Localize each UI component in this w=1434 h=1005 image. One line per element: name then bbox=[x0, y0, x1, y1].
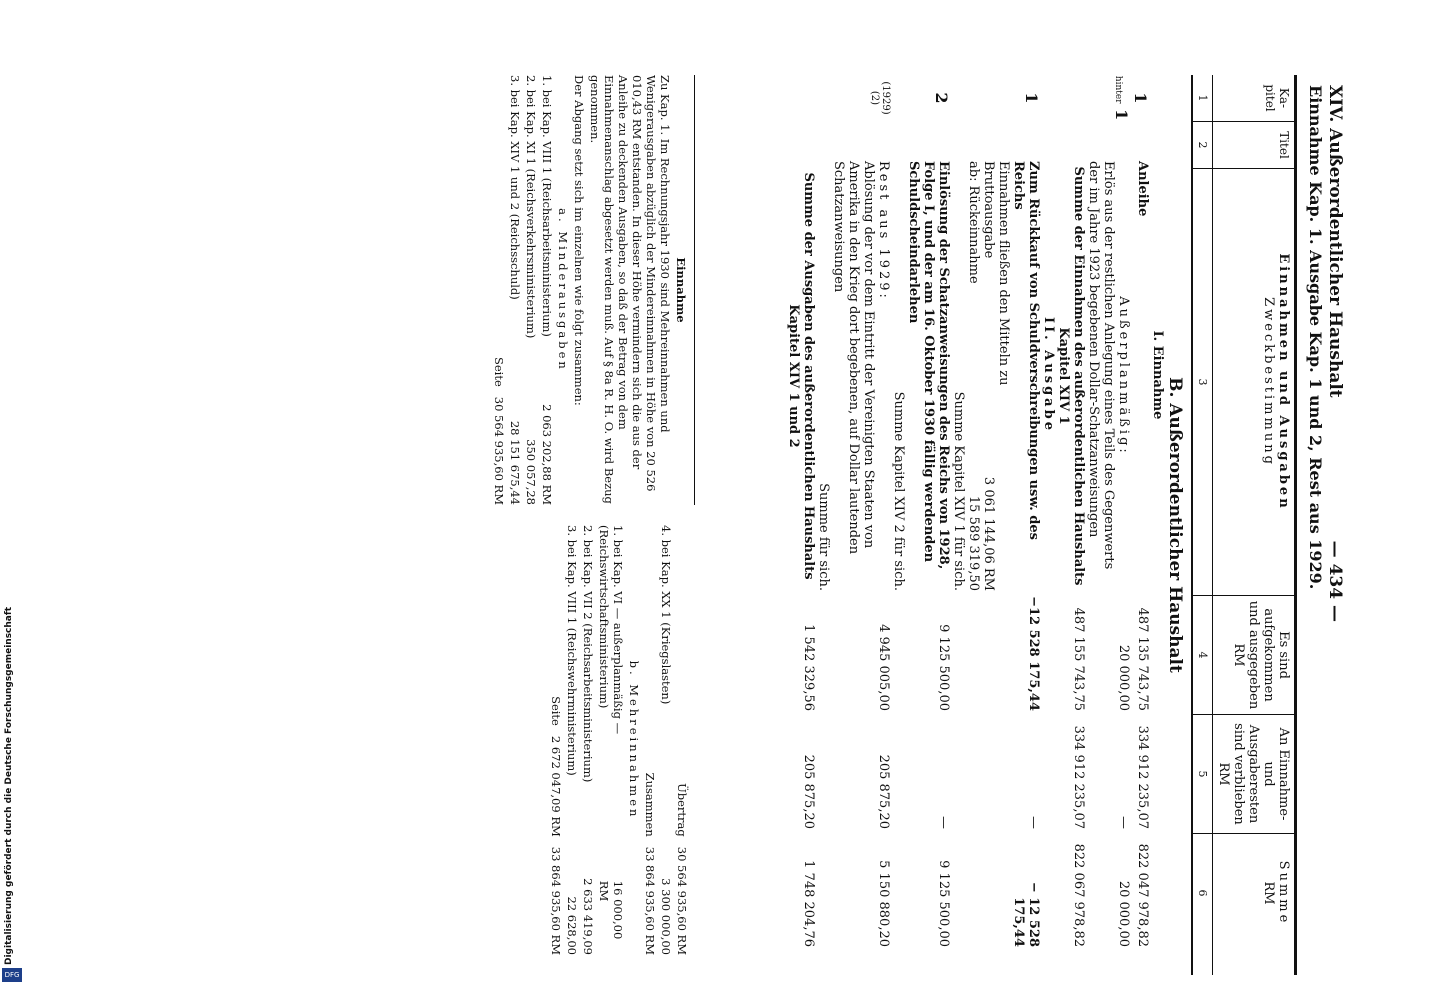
credit-text: Digitalisierung gefördert durch die Deutsche Forschungsgemeinschaft bbox=[4, 606, 14, 965]
col-num-3: 3 bbox=[1193, 169, 1212, 596]
notes-line bbox=[643, 525, 657, 955]
notes-total-value-2: 33 864 935,60 RM bbox=[549, 846, 563, 955]
notes-line bbox=[565, 525, 579, 955]
col-zweck-subtitle: Zweckbestimmung bbox=[1261, 297, 1276, 467]
row-v6: 822 047 978,82 bbox=[1135, 843, 1150, 947]
col-4 bbox=[1213, 596, 1294, 715]
notes-line-value: 2 063 202,88 RM bbox=[540, 404, 554, 505]
row-desc: Anleihe bbox=[1135, 161, 1150, 217]
notes-line-value: 350 057,28 bbox=[524, 439, 538, 505]
header-line bbox=[1325, 85, 1345, 965]
row-v5: — bbox=[936, 816, 951, 829]
notes-paragraph: Zu Kap. 1. Im Rechnungsjahr 1930 sind Mehreinnahmen und Wenigerausgaben abzüglich der Mindereinnahmen in Höhe von 20 526 010,43 RM entstanden. In dieser Höhe vermindern sich die aus der Anleihe zu deckenden Ausgaben, so daß der Betrag von dem Einnahmenanschlag abgesetzt werden muß. Auf § 8a R. H. O. wird Bezug genommen. bbox=[588, 75, 672, 504]
row-v6: 5 150 880,20 bbox=[876, 860, 891, 947]
table-row bbox=[951, 75, 1041, 975]
notes-line-label: 1. bei Kap. VI — außerplanmäßig — (Reichswirtschaftsministerium) bbox=[597, 525, 625, 735]
kapitel-number: 1 bbox=[1112, 109, 1131, 121]
notes-line-value: 33 864 935,60 RM bbox=[643, 846, 657, 955]
notes-paragraph: Der Abgang setzt sich im einzelnen wie folgt zusammen: bbox=[572, 75, 586, 406]
col-5-unit: RM bbox=[1216, 762, 1231, 786]
col-num-1: 1 bbox=[1193, 75, 1212, 122]
col-zweck-title: Einnahmen und Ausgaben bbox=[1276, 253, 1291, 511]
col-num-4: 4 bbox=[1193, 596, 1212, 715]
column-header-row bbox=[1212, 75, 1294, 975]
notes-total-value: 30 564 935,60 RM bbox=[492, 396, 506, 505]
notes-subheading: a. Minderausgaben bbox=[556, 208, 570, 372]
notes-line-label: Zusammen bbox=[643, 772, 657, 837]
row-desc bbox=[951, 161, 1041, 591]
ab-line bbox=[966, 161, 981, 591]
notes-line-label: 3. bei Kap. VIII 1 (Reichswehrministerium) bbox=[565, 525, 579, 776]
table-body bbox=[786, 75, 1185, 975]
notes-line bbox=[524, 75, 538, 505]
footnotes-left bbox=[490, 75, 695, 505]
notes-line bbox=[540, 75, 554, 505]
sum-desc: Summe der Einnahmen des außerordentlichen Haushalts Kapitel XIV 1 bbox=[1056, 166, 1086, 586]
row-kapitel: 1 bbox=[1131, 92, 1150, 104]
sum-v5: 205 875,20 bbox=[801, 754, 816, 829]
footnotes bbox=[490, 75, 695, 975]
row-v5: — bbox=[1116, 816, 1131, 829]
notes-line bbox=[597, 525, 625, 955]
notes-total bbox=[492, 75, 506, 505]
col-6-label: Summe bbox=[1276, 860, 1291, 926]
col-num-5: 5 bbox=[1193, 715, 1212, 834]
credit-text-wrap bbox=[4, 605, 16, 965]
row-text: Ablösung der vor dem Eintritt der Vereinigten Staaten von Amerika in den Krieg dort begebenen, auf Dollar lautenden Schatzanweisungen bbox=[831, 161, 876, 555]
notes-line-value: 22 628,00 bbox=[565, 896, 579, 955]
col-num-2: 2 bbox=[1193, 122, 1212, 169]
sum-v6: 1 748 204,76 bbox=[801, 860, 816, 947]
sum-desc: Summe der Ausgaben des außerordentlichen Haushalts Kapitel XIV 1 und 2 bbox=[786, 172, 816, 580]
col-5 bbox=[1213, 715, 1294, 834]
row-desc bbox=[1086, 161, 1131, 591]
row-kapitel bbox=[1086, 75, 1131, 121]
col-5-label: An Einnahme- und Ausgaberesten sind verblieben bbox=[1231, 723, 1291, 825]
row-sum-label: Summe Kapitel XIV 1 für sich. bbox=[951, 391, 966, 591]
col-6-unit: RM bbox=[1261, 881, 1276, 905]
notes-line-value: 2 633 419,09 bbox=[581, 878, 595, 955]
ab-label: ab: Rückeinnahme bbox=[966, 161, 981, 284]
col-num-6: 6 bbox=[1196, 889, 1209, 897]
document-page bbox=[15, 45, 1345, 1005]
notes-line-value: 16 000,00 RM bbox=[597, 880, 625, 940]
notes-line-value: 28 151 675,44 bbox=[508, 420, 522, 505]
sum-v4: 1 542 329,56 bbox=[801, 624, 816, 711]
ausgabe-heading: II. Ausgabe bbox=[1041, 317, 1056, 433]
row-title: Einlösung der Schatzanweisungen des Reichs von 1928, Folge I, und der am 16. Oktober 1930 fällig werdenden Schuldscheindarlehen bbox=[906, 161, 951, 570]
notes-total-value: 2 672 047,09 RM bbox=[549, 735, 563, 837]
notes-total-label: Seite bbox=[492, 356, 506, 387]
row-subheading: Außerplanmäßig: bbox=[1116, 296, 1131, 456]
row-v6: 9 125 500,00 bbox=[936, 860, 951, 947]
row-v4: 20 000,00 bbox=[1116, 644, 1131, 711]
notes-total bbox=[549, 525, 563, 955]
col-zweck bbox=[1213, 169, 1294, 596]
col-kapitel: Ka- pitel bbox=[1213, 75, 1294, 122]
notes-title: Einnahme bbox=[674, 257, 688, 323]
row-v5: 205 875,20 bbox=[876, 754, 891, 829]
notes-total-label: Seite bbox=[549, 696, 563, 726]
col-4-unit: RM bbox=[1231, 643, 1246, 667]
table-row bbox=[1086, 75, 1131, 975]
column-number-row bbox=[1193, 75, 1212, 975]
sum-v5: 334 912 235,07 bbox=[1071, 725, 1086, 829]
einnahme-heading: I. Einnahme bbox=[1150, 330, 1165, 420]
row-text: Erlös aus der restlichen Anlegung eines Teils des Gegenwerts der im Jahre 1923 begebenen Dollar-Schatzanweisungen bbox=[1086, 161, 1116, 570]
section-title: XIV. Außerordentlicher Haushalt bbox=[1325, 85, 1345, 398]
notes-line bbox=[508, 75, 522, 505]
row-v4: 9 125 500,00 bbox=[936, 624, 951, 711]
section-b-heading: B. Außerordentlicher Haushalt bbox=[1165, 377, 1185, 673]
col-4-label: Es sind aufgekommen und ausgegeben bbox=[1246, 600, 1291, 710]
col-6 bbox=[1213, 834, 1294, 952]
row-v6: 20 000,00 bbox=[1116, 880, 1131, 947]
notes-line-label: 3. bei Kap. XIV 1 und 2 (Reichsschuld) bbox=[508, 75, 522, 300]
ab-value: 15 589 319,50 bbox=[966, 495, 981, 591]
row-subheading: Rest aus 1929: bbox=[876, 161, 891, 301]
row-sum-label: Summe Kapitel XIV 2 für sich. bbox=[891, 391, 906, 591]
row-kapitel: (1929) (2) bbox=[869, 81, 891, 115]
row-desc bbox=[891, 161, 951, 591]
notes-line-label: 2. bei Kap. XI 1 (Reichsverkehrsministerium) bbox=[524, 75, 538, 339]
footnotes-right bbox=[490, 525, 695, 955]
credit-bar bbox=[2, 968, 20, 998]
row-sub: Einnahmen fließen den Mitteln zu bbox=[996, 161, 1011, 386]
page-number: — 434 — bbox=[1325, 540, 1345, 622]
notes-line-label: 4. bei Kap. XX 1 (Kriegslasten) bbox=[659, 525, 673, 705]
kapitel-prefix: hinter bbox=[1113, 75, 1123, 104]
table-row bbox=[1131, 75, 1150, 975]
notes-line bbox=[581, 525, 595, 955]
table-row bbox=[816, 75, 891, 975]
notes-line-label: 2. bei Kap. VII 2 (Reichsarbeitsministerium) bbox=[581, 525, 595, 783]
row-v4: 487 135 743,75 bbox=[1135, 607, 1150, 711]
row-v5: 334 912 235,07 bbox=[1135, 725, 1150, 829]
row-kapitel: 1 bbox=[1022, 92, 1041, 104]
notes-line bbox=[675, 525, 689, 955]
row-v4: −12 528 175,44 bbox=[1026, 596, 1041, 711]
notes-line-value: 3 300 000,00 bbox=[659, 878, 673, 955]
row-kapitel: 2 bbox=[932, 92, 951, 104]
row-desc bbox=[816, 161, 891, 591]
row-sum-label: Summe für sich. bbox=[816, 483, 831, 591]
notes-line-label: 1. bei Kap. VIII 1 (Reichsarbeitsministerium) bbox=[540, 75, 554, 337]
brutto-value: 3 061 144,06 RM bbox=[981, 476, 996, 591]
sum-v6: 822 067 978,82 bbox=[1071, 843, 1086, 947]
column-header-table bbox=[1191, 75, 1297, 975]
sum-row bbox=[786, 75, 816, 975]
row-v4: 4 945 005,00 bbox=[876, 624, 891, 711]
brutto-label: Bruttoausgabe bbox=[981, 161, 996, 259]
row-v6: − 12 528 175,44 bbox=[1011, 881, 1041, 947]
notes-line bbox=[659, 525, 673, 955]
table-row bbox=[891, 75, 951, 975]
row-title: Zum Rückkauf von Schuldverschreibungen usw. des Reichs bbox=[1011, 161, 1041, 540]
sum-row bbox=[1056, 75, 1086, 975]
notes-line-value: 30 564 935,60 RM bbox=[675, 846, 689, 955]
row-v5: — bbox=[1026, 816, 1041, 829]
notes-line-label: Übertrag bbox=[675, 783, 689, 837]
dfg-logo: DFG bbox=[2, 968, 22, 982]
col-titel: Titel bbox=[1213, 122, 1294, 169]
notes-subheading: b. Mehreinnahmen bbox=[627, 660, 641, 820]
sum-v4: 487 155 743,75 bbox=[1071, 607, 1086, 711]
brutto-line bbox=[981, 161, 996, 591]
header-subtitle: Einnahme Kap. 1. Ausgabe Kap. 1 und 2, Rest aus 1929. bbox=[1306, 85, 1325, 590]
